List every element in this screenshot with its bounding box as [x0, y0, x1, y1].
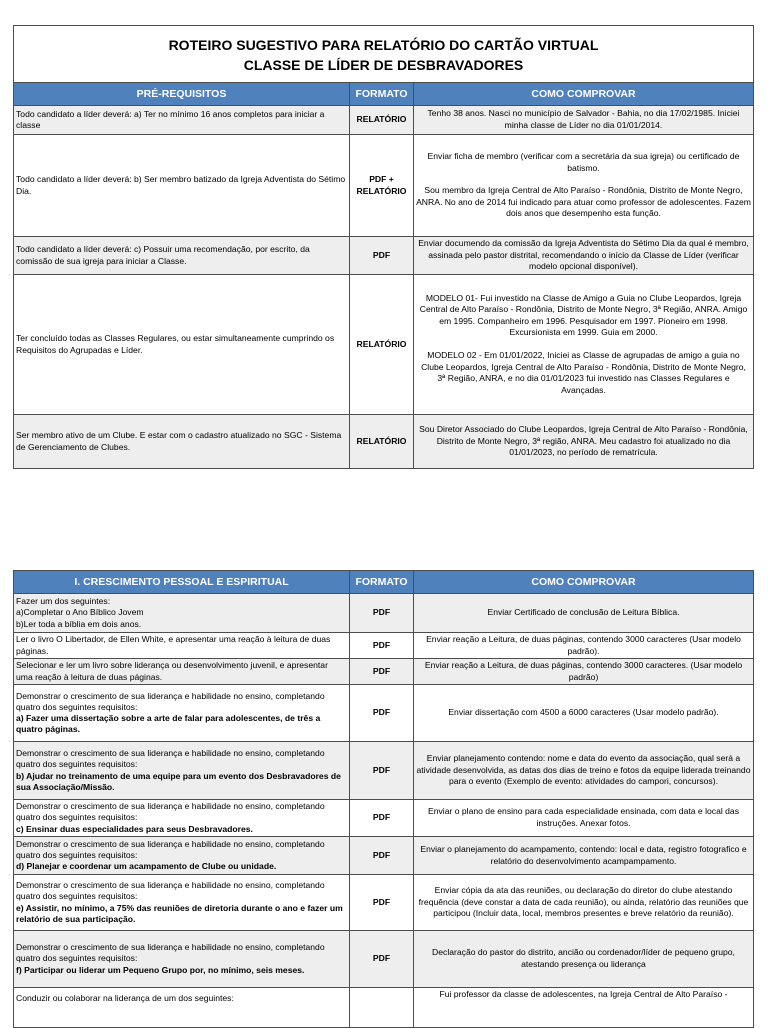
requirement-bold-line: f) Participar ou liderar um Pequeno Grupo por, no mínimo, seis meses. — [16, 964, 305, 975]
proof-paragraph: Sou membro da Igreja Central de Alto Paraíso - Rondônia, Distrito de Monte Negro, ANRA. No ano de 2014 fui indicado para atuar como professor de adolescentes. Fazem dois anos que desempenho esta função. — [416, 185, 751, 219]
proof-cell: Enviar reação a Leitura, de duas páginas, contendo 3000 caracteres (Usar modelo padrão). — [414, 633, 754, 659]
format-cell: PDF — [350, 875, 414, 931]
requirement-cell — [14, 931, 350, 988]
format-cell — [350, 988, 414, 1028]
proof-cell — [414, 415, 754, 469]
proof-cell — [414, 237, 754, 275]
prerequisites-table — [13, 25, 754, 469]
requirement-line: Demonstrar o crescimento de sua liderança e habilidade no ensino, completando quatro dos seguintes requisitos: — [16, 748, 325, 770]
table-row — [14, 685, 754, 742]
requirement-line: Demonstrar o crescimento de sua liderança e habilidade no ensino, completando quatro dos seguintes requisitos: — [16, 838, 325, 860]
title-line-1: ROTEIRO SUGESTIVO PARA RELATÓRIO DO CARTÃO VIRTUAL — [168, 37, 599, 53]
requirement-bold-line: a) Fazer uma dissertação sobre a arte de falar para adolescentes, de três a quatro páginas. — [16, 713, 321, 735]
requirement-line: Demonstrar o crescimento de sua liderança e habilidade no ensino, completando quatro dos seguintes requisitos: — [16, 880, 325, 902]
format-cell: RELATÓRIO — [350, 106, 414, 135]
proof-paragraph: Enviar documendo da comissão da Igreja Adventista do Sétimo Dia da qual é membro, assinada pelo pastor distrital, recomendando o início da Classe de Líder (verificar modelo opcional disponível). — [418, 238, 749, 272]
personal-growth-section — [13, 570, 753, 1028]
proof-paragraph: MODELO 02 - Em 01/01/2022, Iniciei as Classe de agrupadas de amigo a guia no Clube Leopardos, Igreja Central de Alto Paraíso - Rondônia, Distrito de Monte Negro, 3ª Região, ANRA, e no dia 01/01/2023 fui investido nas Classes Regulares e Avançadas. — [421, 350, 746, 395]
format-cell: PDF — [350, 237, 414, 275]
requirement-cell — [14, 742, 350, 800]
requirement-line: Demonstrar o crescimento de sua liderança e habilidade no ensino, completando quatro dos seguintes requisitos: — [16, 942, 325, 964]
table-row — [14, 633, 754, 659]
requirement-bold-line: e) Assistir, no mínimo, a 75% das reuniões de diretoria durante o ano e fazer um relatório de sua participação. — [16, 902, 343, 924]
requirement-bold-line: d) Planejar e coordenar um acampamento de Clube ou unidade. — [16, 861, 277, 872]
table-row — [14, 875, 754, 931]
requirement-cell — [14, 837, 350, 875]
requirement-cell — [14, 659, 350, 685]
format-cell: PDF — [350, 594, 414, 633]
header-how-to-prove: COMO COMPROVAR — [414, 83, 754, 106]
requirement-line: Ler o livro O Libertador, de Ellen White, e apresentar uma reação à leitura de duas páginas. — [16, 634, 331, 656]
requirement-bold-line: c) Ensinar duas especialidades para seus Desbravadores. — [16, 823, 253, 834]
format-cell — [350, 135, 414, 237]
requirement-line: Demonstrar o crescimento de sua liderança e habilidade no ensino, completando quatro dos seguintes requisitos: — [16, 690, 325, 712]
format-cell: PDF — [350, 659, 414, 685]
proof-paragraph: MODELO 01- Fui investido na Classe de Amigo a Guia no Clube Leopardos, Igreja Central de Alto Paraíso - Rondônia, Distrito de Monte Negro, 3ª Região, ANRA. Amigo em 1995. Companheiro em 1996. Pesquisador em 1997. Pioneiro em 1998. Excursionista em 1999. Guia em 2000. — [419, 292, 748, 338]
table-row — [14, 106, 754, 135]
proof-cell: Enviar o planejamento do acampamento, contendo: local e data, registro fotografico e relatório do desenvolvimento acampampamento. — [414, 837, 754, 875]
requirement-text: Todo candidato a líder deverá: a) Ter no mínimo 16 anos completos para iniciar a classe — [14, 106, 350, 135]
requirement-text: Todo candidato a líder deverá: b) Ser membro batizado da Igreja Adventista do Sétimo Dia. — [14, 135, 350, 237]
proof-cell: Enviar dissertação com 4500 a 6000 caracteres (Usar modelo padrão). — [414, 685, 754, 742]
proof-cell — [414, 135, 754, 237]
requirement-cell — [14, 594, 350, 633]
table-row — [14, 659, 754, 685]
table-row — [14, 800, 754, 837]
title-line-2: CLASSE DE LÍDER DE DESBRAVADORES — [243, 57, 524, 73]
requirement-line: Demonstrar o crescimento de sua liderança e habilidade no ensino, completando quatro dos seguintes requisitos: — [16, 801, 325, 823]
personal-growth-table — [13, 570, 754, 1028]
table-row — [14, 275, 754, 415]
table-row — [14, 931, 754, 988]
prerequisites-section — [13, 25, 753, 469]
format-cell: PDF — [350, 685, 414, 742]
proof-cell: Fui professor da classe de adolescentes, na Igreja Central de Alto Paraíso - — [414, 988, 754, 1028]
table-row — [14, 415, 754, 469]
requirement-text: Ser membro ativo de um Clube. E estar com o cadastro atualizado no SGC - Sistema de Gerenciamento de Clubes. — [14, 415, 350, 469]
format-cell: RELATÓRIO — [350, 275, 414, 415]
proof-cell: Enviar planejamento contendo: nome e data do evento da associação, qual será a atividade desenvolvida, as datas dos dias de treino e fotos da equipe liderada treinando para o evento (Exemplo de evento: atividades do campori, concursos). — [414, 742, 754, 800]
table-row — [14, 742, 754, 800]
table-row — [14, 237, 754, 275]
requirement-cell — [14, 988, 350, 1028]
requirement-line: Fazer um dos seguintes: — [16, 596, 111, 607]
document-title — [14, 26, 754, 83]
table-row — [14, 135, 754, 237]
requirement-cell — [14, 800, 350, 837]
header-format: FORMATO — [350, 571, 414, 594]
format-cell: PDF — [350, 742, 414, 800]
header-format: FORMATO — [350, 83, 414, 106]
proof-cell: Enviar reação a Leitura, de duas páginas, contendo 3000 caracteres. (Usar modelo padrão) — [414, 659, 754, 685]
requirement-cell — [14, 685, 350, 742]
proof-cell: Enviar cópia da ata das reuniões, ou declaração do diretor do clube atestando frequência (deve constar a data de cada reunião), ou ainda, relatório das reuniões que participou (Incluir data, local, membros presentes e breve relatório da reunião). — [414, 875, 754, 931]
requirement-cell — [14, 633, 350, 659]
header-prerequisites: PRÉ-REQUISITOS — [14, 83, 350, 106]
table-row — [14, 988, 754, 1028]
requirement-line: Conduzir ou colaborar na liderança de um dos seguintes: — [16, 993, 234, 1003]
requirement-line: a)Completar o Ano Bíblico Jovem — [16, 607, 144, 618]
format-cell: PDF — [350, 633, 414, 659]
format-cell: PDF — [350, 837, 414, 875]
requirement-text: Ter concluído todas as Classes Regulares, ou estar simultaneamente cumprindo os Requisitos do Agrupadas e Líder. — [14, 275, 350, 415]
proof-paragraph: Sou Diretor Associado do Clube Leopardos, Igreja Central de Alto Paraíso - Rondônia, Distrito de Monte Negro, 3ª região, ANRA. Meu cadastro foi atualizado no dia 01/01/2023, no período de rematrícula. — [419, 424, 748, 458]
requirement-bold-line: b) Ajudar no treinamento de uma equipe para um evento dos Desbravadores de sua Associação/Missão. — [16, 770, 341, 792]
header-how-to-prove: COMO COMPROVAR — [414, 571, 754, 594]
format-cell: PDF — [350, 931, 414, 988]
format-cell: PDF — [350, 800, 414, 837]
proof-cell — [414, 275, 754, 415]
requirement-line: Selecionar e ler um livro sobre liderança ou desenvolvimento juvenil, e apresentar uma reação à leitura de duas páginas. — [16, 660, 328, 682]
proof-cell — [414, 106, 754, 135]
table-row — [14, 594, 754, 633]
format-label: PDF + RELATÓRIO — [356, 174, 407, 196]
proof-cell: Declaração do pastor do distrito, ancião ou cordenador/líder de pequeno grupo, atestando presença ou liderança — [414, 931, 754, 988]
requirement-text: Todo candidato a líder deverá: c) Possuir uma recomendação, por escrito, da comissão de sua igreja para iniciar a Classe. — [14, 237, 350, 275]
proof-paragraph: Enviar ficha de membro (verificar com a secretária da sua igreja) ou certificado de batismo. — [427, 151, 740, 173]
proof-paragraph: Tenho 38 anos. Nasci no município de Salvador - Bahia, no dia 17/02/1985. Iniciei minha classe de Líder no dia 01/01/2014. — [427, 108, 740, 130]
requirement-cell — [14, 875, 350, 931]
requirement-line: b)Ler toda a bíblia em dois anos. — [16, 618, 142, 629]
proof-cell: Enviar Certificado de conclusão de Leitura Bíblica. — [414, 594, 754, 633]
format-cell: RELATÓRIO — [350, 415, 414, 469]
table-row — [14, 837, 754, 875]
header-personal-growth: I. CRESCIMENTO PESSOAL E ESPIRITUAL — [14, 571, 350, 594]
proof-cell: Enviar o plano de ensino para cada especialidade ensinada, com data e local das instruções. Anexar fotos. — [414, 800, 754, 837]
